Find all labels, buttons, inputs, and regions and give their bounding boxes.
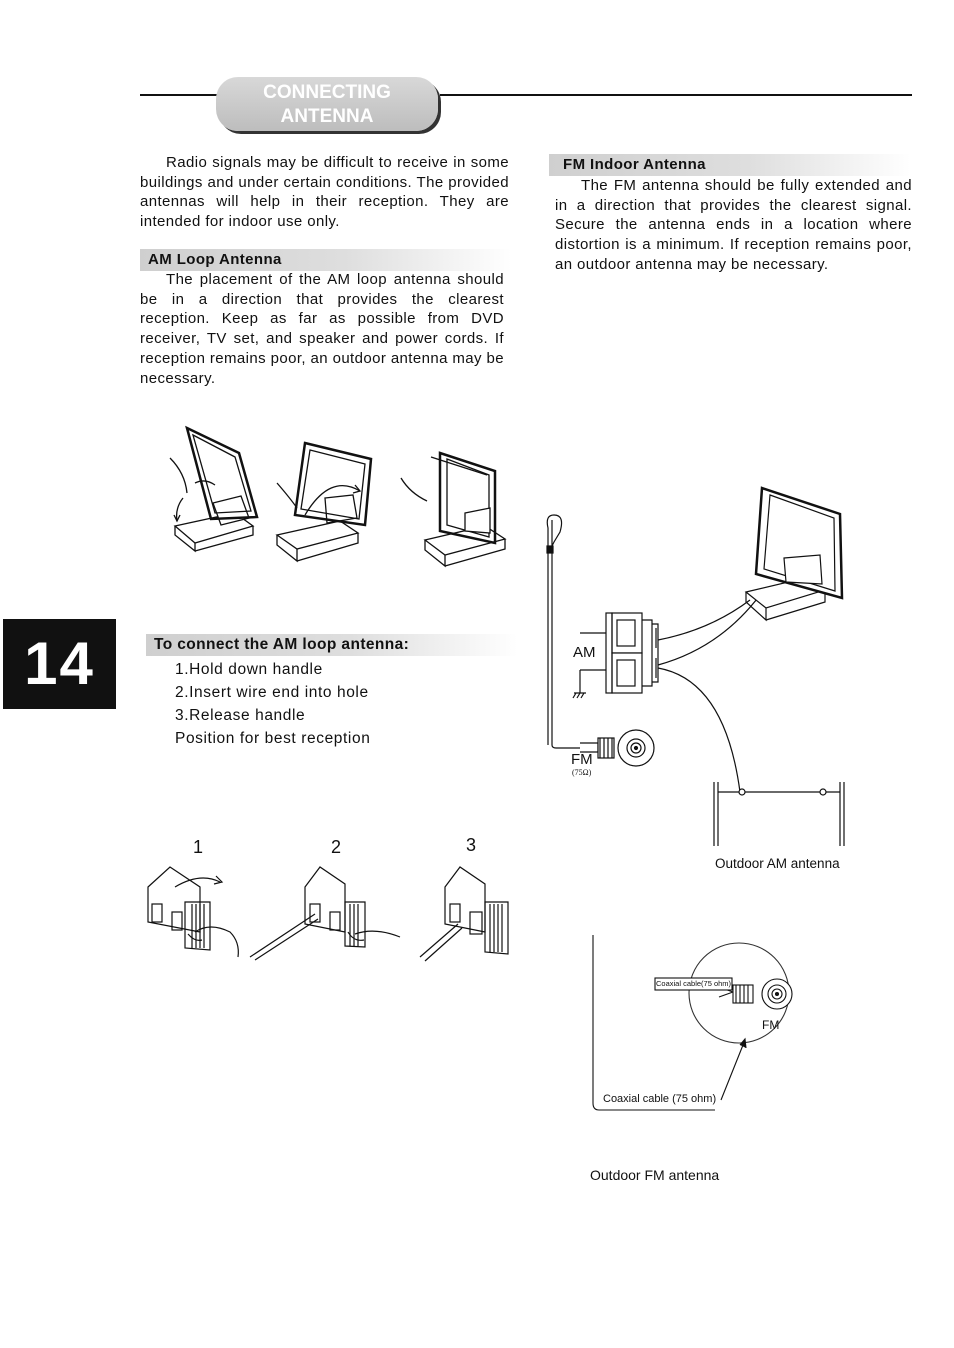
fm-side-loop-antenna	[746, 488, 842, 620]
fm-impedance-label: (75Ω)	[572, 768, 592, 777]
page-title-line1: CONNECTING	[263, 82, 391, 103]
coax-small-label: Coaxial cable(75 ohm)	[656, 979, 732, 988]
step-number-2: 2	[331, 837, 342, 857]
step-illustration-2	[250, 867, 400, 960]
header-rule-right	[440, 94, 912, 96]
am-loop-paragraph	[140, 270, 504, 388]
am-loop-heading: AM Loop Antenna	[140, 249, 512, 271]
fm-indoor-text: The FM antenna should be fully extended and in a direction that provides the clearest signal. Secure the antenna ends in a location where distortion is a minimum. If reception remains poor, an outdoor antenna may be necessary.	[555, 177, 912, 273]
fm-indoor-paragraph	[555, 176, 912, 275]
connect-heading: To connect the AM loop antenna:	[146, 634, 518, 656]
am-loop-antenna-3	[401, 453, 505, 566]
connect-steps	[175, 658, 370, 750]
am-loop-illustrations	[165, 423, 525, 573]
am-loop-antenna-2	[277, 443, 371, 561]
coax-cable-label: Coaxial cable (75 ohm)	[603, 1093, 717, 1105]
antenna-connection-diagram	[540, 480, 850, 860]
connect-step-illustrations	[140, 862, 510, 962]
outdoor-am-antenna	[714, 782, 844, 846]
page-number-tab: 14	[3, 619, 116, 709]
am-loop-antenna-1	[170, 428, 257, 551]
fm-label: FM	[571, 751, 593, 768]
page-title-line2: ANTENNA	[280, 106, 374, 127]
outdoor-am-label: Outdoor AM antenna	[715, 856, 840, 871]
step-illustration-1	[148, 867, 238, 957]
step-3: 3.Release handle	[175, 707, 306, 724]
step-number-1: 1	[193, 837, 204, 857]
step-4: Position for best reception	[175, 730, 371, 747]
fm-indoor-heading: FM Indoor Antenna	[549, 154, 911, 176]
step-number-3: 3	[466, 835, 477, 855]
header-rule-left	[140, 94, 220, 96]
intro-paragraph	[140, 153, 509, 232]
am-loop-text: The placement of the AM loop antenna should be in a direction that provides the clearest reception. Keep as far as possible from DVD receiver, TV set, and speaker and power cords. If reception remains poor, an outdoor antenna may be necessary.	[140, 271, 504, 387]
step-1: 1.Hold down handle	[175, 661, 323, 678]
page-title	[216, 77, 438, 131]
step-2: 2.Insert wire end into hole	[175, 684, 369, 701]
step-illustration-3	[420, 867, 508, 961]
am-label: AM	[573, 644, 596, 661]
fm-small-label: FM	[762, 1018, 780, 1032]
outdoor-fm-label: Outdoor FM antenna	[590, 1167, 720, 1183]
intro-text: Radio signals may be difficult to receive in some buildings and under certain conditions. The provided antennas will help in their reception. They are intended for indoor use only.	[140, 154, 509, 231]
